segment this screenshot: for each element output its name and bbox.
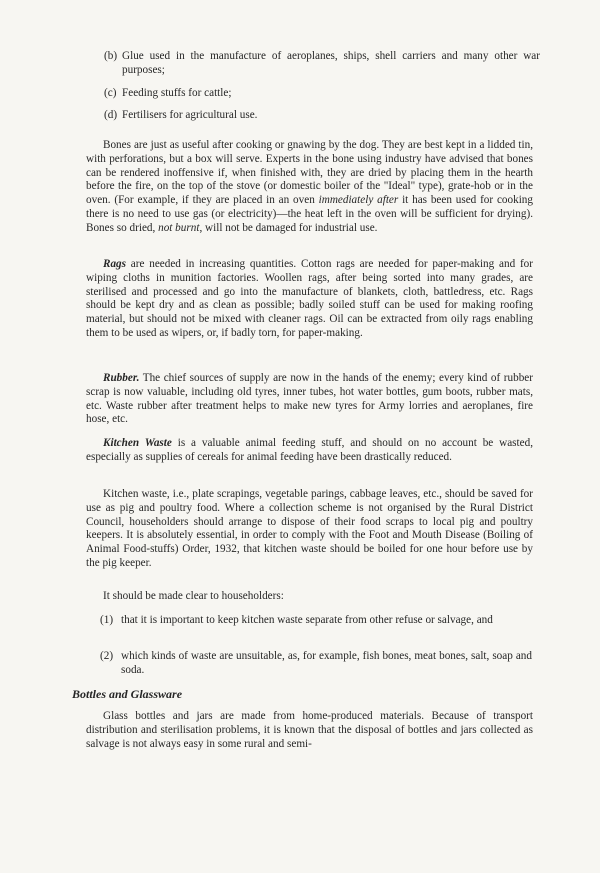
text-run: , will not be damaged for industrial use.: [199, 221, 378, 234]
paragraph-rubber: [86, 372, 533, 427]
list-item-label: (1): [100, 614, 114, 626]
list-item-label: (2): [100, 650, 114, 662]
paragraph-bottles: Glass bottles and jars are made from home-produced materials. Because of transport distribution and sterilisation problems, it is known that the disposal of bottles and jars collected as salvage is not always easy in some rural and semi-: [86, 710, 533, 750]
text-run: are needed in increasing quantities. Cotton rags are needed for paper-making and for wiping cloths in munition factories. Woollen rags, after being sorted into many grades, are sterilised and processed and go into the manufacture of blankets, cloth, battledress, etc. Rags should be kept dry and as clean as possible; badly soiled stuff can be used for making roofing material, but should not be mixed with cleaner rags. Oil can be extracted from oily rags enabling them to be used as wipers, or, if badly torn, for paper-making.: [86, 258, 533, 339]
emphasis-text: not burnt: [158, 221, 200, 234]
list-item-text: that it is important to keep kitchen waste separate from other refuse or salvage, and: [121, 614, 493, 626]
paragraph-kitchen-waste: [86, 437, 533, 465]
section-heading: Bottles and Glassware: [72, 687, 183, 701]
text-run: is a valuable animal feeding stuff, and should on no account be wasted, especially as supplies of cereals for animal feeding have been drastically reduced.: [86, 437, 533, 463]
emphasis-text: immediately after: [318, 194, 399, 207]
list-item-text: Fertilisers for agricultural use.: [122, 109, 258, 121]
run-in-heading: Rags: [103, 258, 127, 270]
text-run: Bones are just as useful after cooking or gnawing by the dog. They are best kept in a lidded tin, with perforations, but a box will serve. Experts in the bone using industry have advised that bones can be rendered inoffensive if, when finished with, they are dried by placing them in the hearth before the fire, on the top of the stove (or domestic boiler of the "Ideal" type), grate-hob or in the oven. (For example, if they are placed in an oven: [86, 139, 533, 207]
list-item-label: (d): [104, 109, 118, 121]
run-in-heading: Kitchen Waste: [103, 437, 172, 449]
run-in-heading: Rubber.: [103, 372, 140, 384]
list-item-text: Feeding stuffs for cattle;: [122, 87, 232, 99]
text-run: The chief sources of supply are now in the hands of the enemy; every kind of rubber scrap is now valuable, including old tyres, inner tubes, hot water bottles, gum boots, rubber mats, etc. Waste rubber after treatment helps to make new tyres for Army lorries and aeroplanes, fire hose, etc.: [86, 372, 533, 426]
paragraph-clear-intro: It should be made clear to householders:: [103, 590, 284, 602]
paragraph-rags: [86, 258, 533, 341]
text-run: it has been used for cooking there is no need to use gas (or electricity)—the heat left in the oven will be sufficient for drying). Bones so dried,: [86, 194, 533, 234]
paragraph-bones: [86, 139, 533, 236]
list-item-text: which kinds of waste are unsuitable, as, for example, fish bones, meat bones, salt, soap and soda.: [121, 650, 532, 676]
list-item-text: Glue used in the manufacture of aeroplanes, ships, shell carriers and many other war purposes;: [122, 50, 540, 76]
list-item-label: (b): [104, 50, 118, 62]
paragraph-kitchen-details: Kitchen waste, i.e., plate scrapings, vegetable parings, cabbage leaves, etc., should be saved for use as pig and poultry food. Where a collection scheme is not organised by the Rural District Council, householders should arrange to dispose of their food scraps to local pig and poultry keepers. It is absolutely essential, in order to comply with the Foot and Mouth Disease (Boiling of Animal Food-stuffs) Order, 1932, that kitchen waste should be boiled for one hour before use by the pig keeper.: [86, 488, 533, 569]
list-item-label: (c): [104, 87, 117, 99]
